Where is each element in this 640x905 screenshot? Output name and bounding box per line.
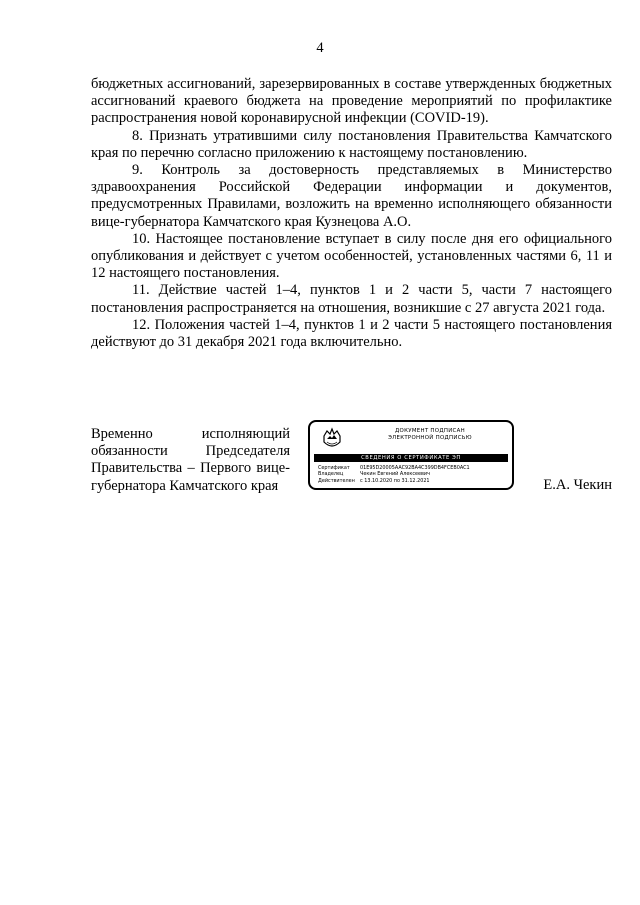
stamp-row-key: Владелец xyxy=(318,471,344,478)
stamp-title xyxy=(350,428,510,442)
stamp-banner: СВЕДЕНИЯ О СЕРТИФИКАТЕ ЭП xyxy=(314,454,508,462)
stamp-row-value: Чекин Евгений Алексеевич xyxy=(360,471,430,478)
paragraph-continuation: бюджетных ассигнований, зарезервированных в составе утвержденных бюджетных ассигнований краевого бюджета на проведение мероприятий по профилактике распространения новой коронавирусной инфекции (COVID-19). xyxy=(91,76,612,127)
stamp-row-key: Действителен xyxy=(318,477,355,484)
signer-position-line: Правительства – Первого вице- xyxy=(91,460,290,477)
paragraph-12: 12. Положения частей 1–4, пунктов 1 и 2 части 5 настоящего постановления действуют до 31 декабря 2021 года включительно. xyxy=(91,316,612,351)
stamp-row-key: Сертификат xyxy=(318,465,350,471)
signer-position-line: Временно исполняющий xyxy=(91,426,290,442)
paragraph-10: 10. Настоящее постановление вступает в силу после дня его официального опубликования и действует с учетом особенностей, установленных частями 6, 11 и 12 настоящего постановления. xyxy=(91,230,612,282)
page-number: 4 xyxy=(316,40,324,56)
paragraph-8: 8. Признать утратившими силу постановления Правительства Камчатского края по перечню согласно приложению к настоящему постановлению. xyxy=(91,127,612,161)
coat-of-arms-icon xyxy=(322,427,342,450)
stamp-row-value: 01E95D20005AAC92BA4C399DB4FCEB0AC1 xyxy=(360,465,470,471)
signer-position xyxy=(91,426,290,495)
stamp-row-validity xyxy=(318,478,512,484)
paragraph-9: 9. Контроль за достоверность представляемых в Министерство здравоохранения Российской Федерации информации и документов, предусмотренных Правилами, возложить на временно исполняющего обязанности вице-губернатора Камчатского края Кузнецова А.О. xyxy=(91,162,612,230)
signer-position-line: обязанности Председателя xyxy=(91,443,290,460)
document-body xyxy=(91,76,612,351)
signer-name: Е.А. Чекин xyxy=(543,477,612,493)
paragraph-11: 11. Действие частей 1–4, пунктов 1 и 2 части 5, части 7 настоящего постановления распространяется на отношения, возникшие с 27 августа 2021 года. xyxy=(91,282,612,316)
stamp-title-line: ДОКУМЕНТ ПОДПИСАН xyxy=(395,428,465,434)
stamp-title-line: ЭЛЕКТРОННОЙ ПОДПИСЬЮ xyxy=(388,435,472,441)
signer-position-line: губернатора Камчатского края xyxy=(91,477,279,494)
electronic-signature-stamp xyxy=(308,420,514,490)
stamp-row-value: с 13.10.2020 по 31.12.2021 xyxy=(360,477,430,484)
stamp-certificate-details xyxy=(318,465,512,484)
